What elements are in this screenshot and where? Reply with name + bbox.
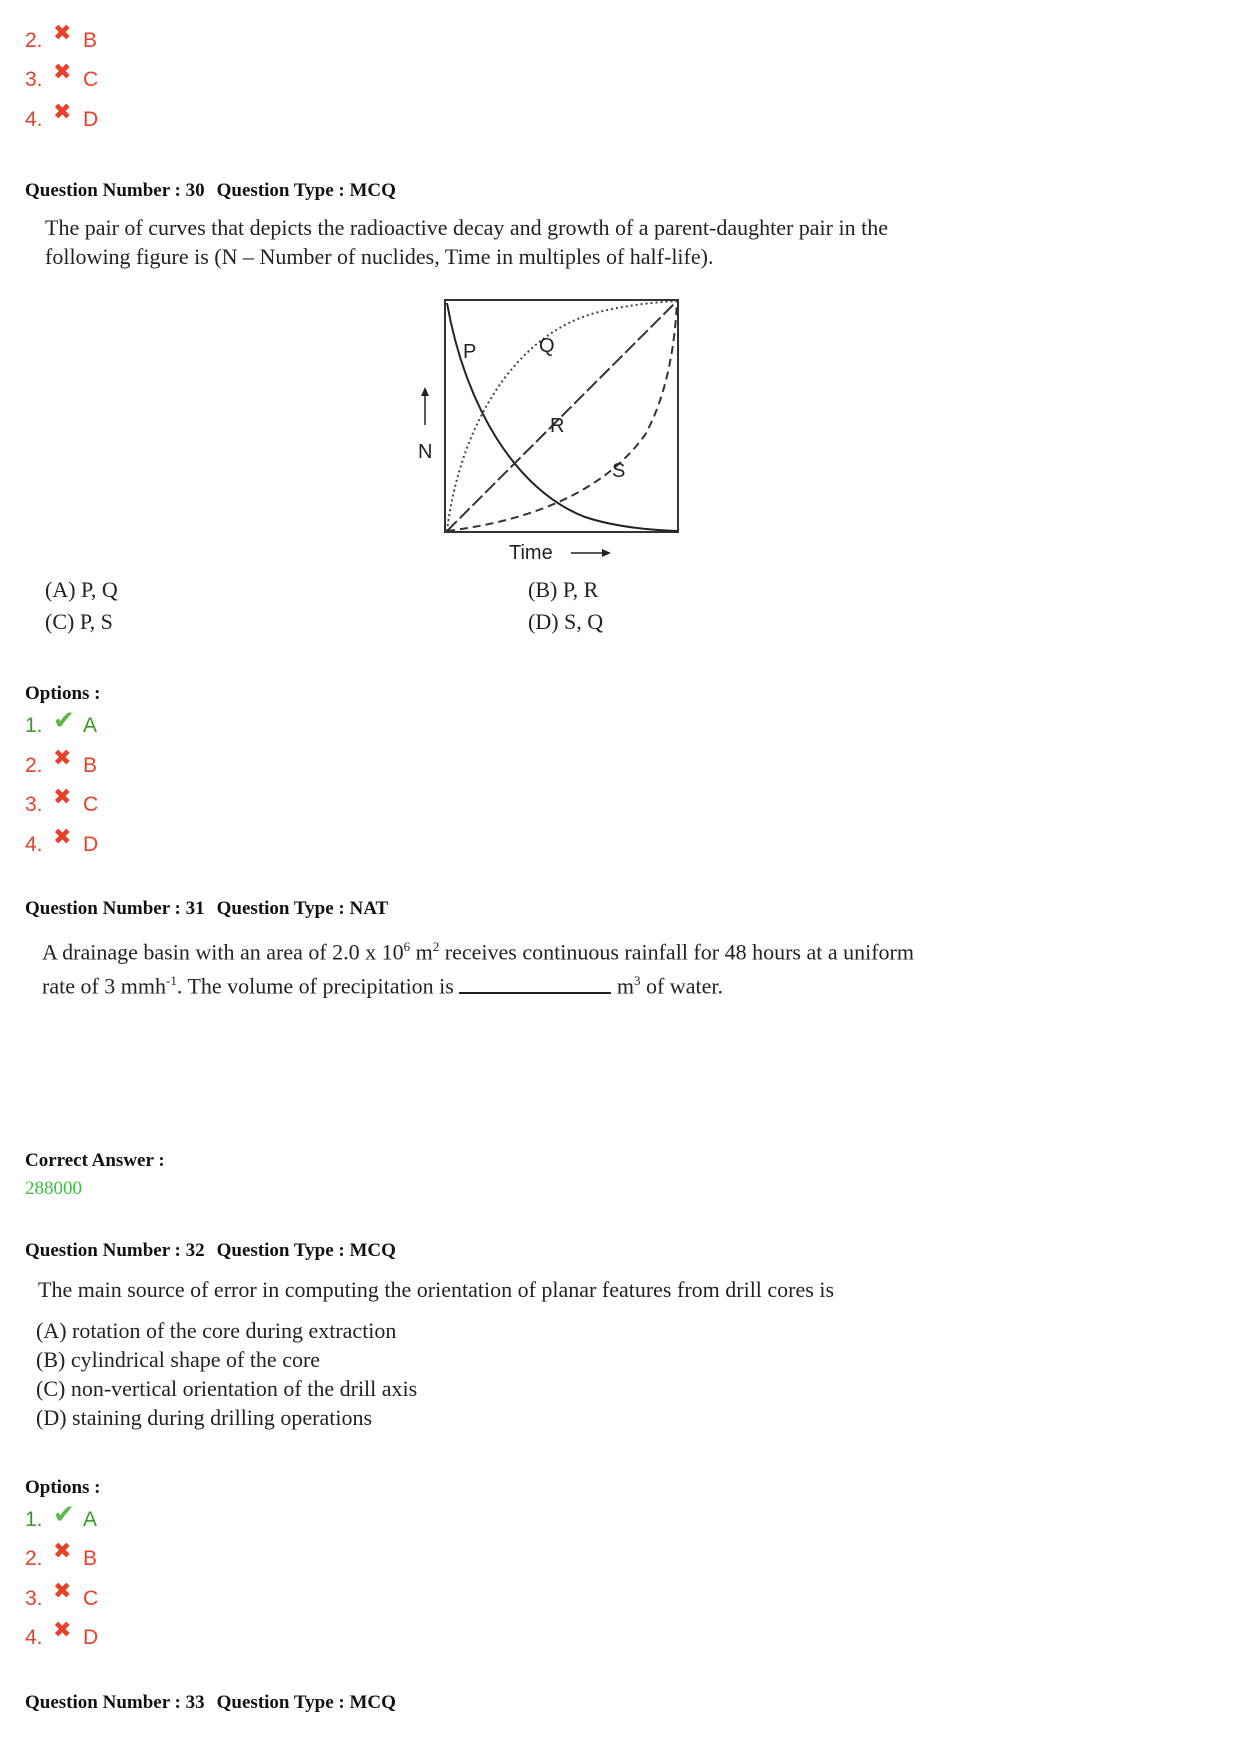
- option-label: D: [83, 1626, 99, 1649]
- question-type: Question Type : MCQ: [216, 1240, 396, 1261]
- choice-d: (D) S, Q: [528, 609, 604, 634]
- option-label: C: [83, 68, 99, 91]
- question-number: Question Number : 32: [25, 1240, 205, 1261]
- choice-b: (B) P, R: [528, 577, 599, 602]
- question-text-line: The pair of curves that depicts the radioactive decay and growth of a parent-daughter pair in the: [45, 215, 888, 240]
- option-row: [25, 59, 99, 97]
- option-number: 3.: [25, 68, 43, 91]
- option-number: 1.: [25, 1508, 43, 1531]
- option-number: 4.: [25, 833, 43, 856]
- curve-label-s: S: [612, 460, 626, 482]
- correct-answer-label: Correct Answer :: [25, 1150, 165, 1171]
- question-header: [25, 1240, 396, 1262]
- question-number: Question Number : 30: [25, 180, 205, 201]
- option-label: B: [83, 754, 98, 777]
- question-type: Question Type : MCQ: [216, 180, 396, 201]
- question-text-line: following figure is (N – Number of nuclides, Time in multiples of half-life).: [45, 244, 714, 269]
- question-number: Question Number : 31: [25, 898, 205, 919]
- cross-icon: ✖: [53, 99, 72, 124]
- option-row: [25, 1617, 99, 1655]
- question-header: [25, 180, 396, 202]
- question-number: Question Number : 33: [25, 1692, 205, 1713]
- options-label: Options :: [25, 683, 101, 704]
- choice-c: (C) P, S: [45, 609, 113, 634]
- option-number: 2.: [25, 1547, 43, 1570]
- question-text: [45, 213, 888, 271]
- option-label: D: [83, 108, 99, 131]
- curve-label-p: P: [463, 341, 477, 363]
- option-number: 3.: [25, 1587, 43, 1610]
- x-axis-arrowhead: [602, 549, 611, 557]
- question-type: Question Type : NAT: [216, 898, 389, 919]
- cross-icon: ✖: [53, 1538, 72, 1563]
- option-number: 3.: [25, 793, 43, 816]
- option-row: [25, 784, 99, 822]
- cross-icon: ✖: [53, 784, 72, 809]
- options-label: Options :: [25, 1477, 101, 1498]
- check-icon: ✔: [53, 1498, 75, 1529]
- option-label: A: [83, 714, 98, 737]
- question-text: The main source of error in computing the orientation of planar features from drill cores is: [38, 1277, 835, 1302]
- question-header: [25, 898, 388, 920]
- cross-icon: ✖: [53, 1578, 72, 1603]
- option-row: [25, 704, 98, 743]
- cross-icon: ✖: [53, 59, 72, 84]
- x-axis-label: Time: [509, 542, 553, 564]
- option-row: [25, 20, 98, 58]
- curve-label-q: Q: [539, 335, 555, 357]
- option-row: [25, 745, 98, 783]
- choice-a: (A) rotation of the core during extraction: [36, 1318, 397, 1343]
- check-icon: ✔: [53, 704, 75, 735]
- cross-icon: ✖: [53, 745, 72, 770]
- curve-label-r: R: [550, 415, 565, 437]
- option-label: D: [83, 833, 99, 856]
- option-label: C: [83, 1587, 99, 1610]
- option-label: C: [83, 793, 99, 816]
- y-axis-arrowhead: [421, 387, 429, 396]
- option-row: [25, 1578, 99, 1616]
- choice-a: (A) P, Q: [45, 577, 118, 602]
- option-number: 2.: [25, 29, 43, 52]
- y-axis-label: N: [418, 441, 433, 463]
- choice-d: (D) staining during drilling operations: [36, 1405, 373, 1430]
- decay-growth-figure: [405, 295, 695, 570]
- option-label: B: [83, 1547, 98, 1570]
- option-number: 1.: [25, 714, 43, 737]
- cross-icon: ✖: [53, 824, 72, 849]
- choice-c: (C) non-vertical orientation of the drill axis: [36, 1376, 418, 1401]
- correct-answer-value: 288000: [25, 1178, 82, 1199]
- option-row: [25, 99, 99, 137]
- question-header: [25, 1692, 396, 1714]
- option-row: [25, 1498, 98, 1537]
- cross-icon: ✖: [53, 20, 72, 45]
- choice-b: (B) cylindrical shape of the core: [36, 1347, 321, 1372]
- question-text: [42, 932, 914, 1001]
- cross-icon: ✖: [53, 1617, 72, 1642]
- option-number: 2.: [25, 754, 43, 777]
- question-text-line: A drainage basin with an area of 2.0 x $10^6$ $m^2$ receives continuous rainfall for 48 hours at a uniform: [42, 939, 914, 965]
- option-row: [25, 1538, 98, 1576]
- option-row: [25, 824, 99, 862]
- option-label: B: [83, 29, 98, 52]
- question-type: Question Type : MCQ: [216, 1692, 396, 1713]
- answer-blank: [459, 972, 611, 994]
- question-text-line: rate of 3 mmh$^{-1}$. The volume of precipitation is $m^3$ of water.: [42, 973, 723, 999]
- option-number: 4.: [25, 108, 43, 131]
- option-label: A: [83, 1508, 98, 1531]
- option-number: 4.: [25, 1626, 43, 1649]
